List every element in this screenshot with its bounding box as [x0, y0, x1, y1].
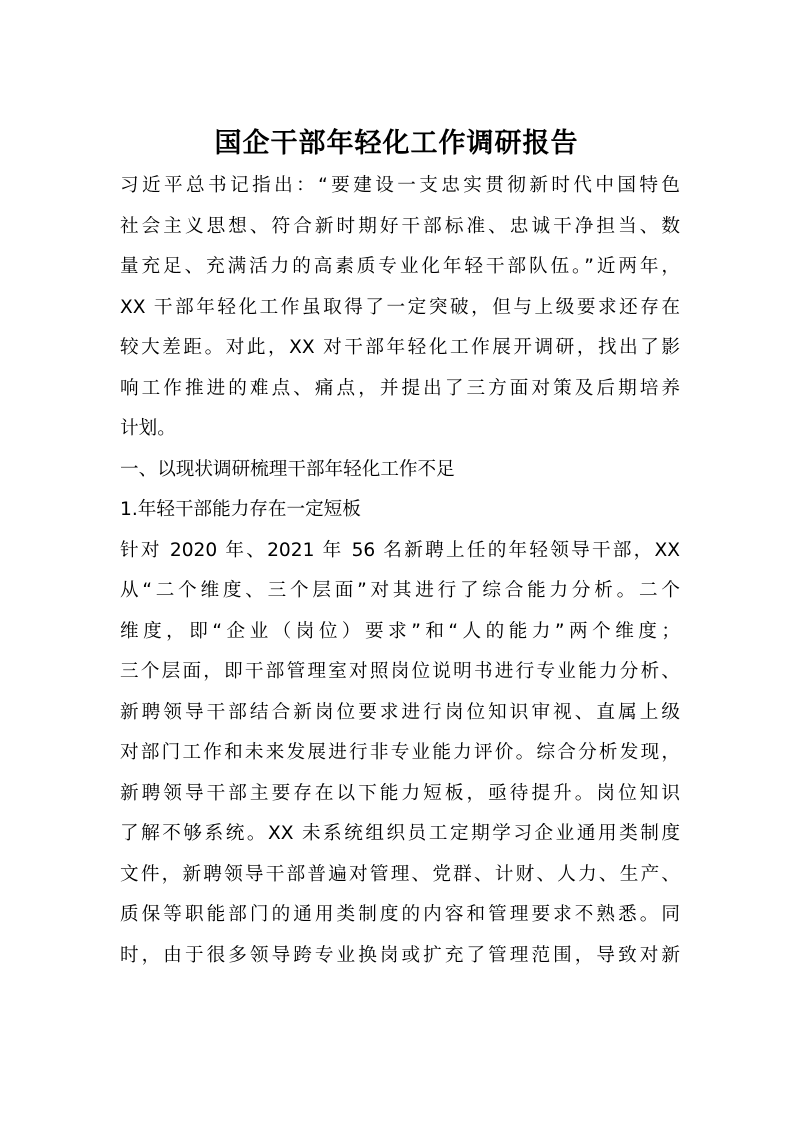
paragraph-line: 文件，新聘领导干部普遍对管理、党群、计财、人力、生产、 — [120, 863, 680, 885]
paragraph-line: 计划。 — [120, 418, 176, 439]
paragraph-line: 量充足、充满活力的高素质专业化年轻干部队伍。”近两年， — [120, 256, 680, 277]
paragraph-line: 响工作推进的难点、痛点，并提出了三方面对策及后期培养 — [120, 377, 680, 399]
paragraph-line: 维度，即“企业（岗位）要求”和“人的能力”两个维度； — [120, 620, 680, 642]
paragraph-line: 较大差距。对此，XX 对干部年轻化工作展开调研，找出了影 — [120, 337, 680, 358]
section-heading: 一、以现状调研梳理干部年轻化工作不足 — [120, 458, 455, 480]
paragraph-line: 习近平总书记指出：“要建设一支忠实贯彻新时代中国特色 — [120, 175, 680, 196]
paragraph-line: 新聘领导干部主要存在以下能力短板，亟待提升。岗位知识 — [120, 782, 680, 804]
paragraph-line: 质保等职能部门的通用类制度的内容和管理要求不熟悉。同 — [120, 904, 680, 925]
paragraph-line: 三个层面，即干部管理室对照岗位说明书进行专业能力分析、 — [120, 661, 680, 682]
subsection-heading: 1.年轻干部能力存在一定短板 — [120, 499, 361, 520]
paragraph-line: 新聘领导干部结合新岗位要求进行岗位知识审视、直属上级 — [120, 701, 680, 723]
paragraph-line: XX 干部年轻化工作虽取得了一定突破，但与上级要求还存在 — [120, 296, 680, 318]
document-body — [120, 166, 680, 976]
document-title: 国企干部年轻化工作调研报告 — [214, 128, 579, 159]
paragraph-line: 时，由于很多领导跨专业换岗或扩充了管理范围，导致对新 — [120, 944, 680, 966]
paragraph-line: 社会主义思想、符合新时期好干部标准、忠诚干净担当、数 — [120, 215, 680, 237]
paragraph-line: 了解不够系统。XX 未系统组织员工定期学习企业通用类制度 — [120, 823, 680, 844]
paragraph-line: 对部门工作和未来发展进行非专业能力评价。综合分析发现， — [120, 742, 680, 763]
paragraph-line: 从“二个维度、三个层面”对其进行了综合能力分析。二个 — [120, 580, 680, 601]
paragraph-line: 针对 2020 年、2021 年 56 名新聘上任的年轻领导干部，XX — [120, 539, 680, 561]
